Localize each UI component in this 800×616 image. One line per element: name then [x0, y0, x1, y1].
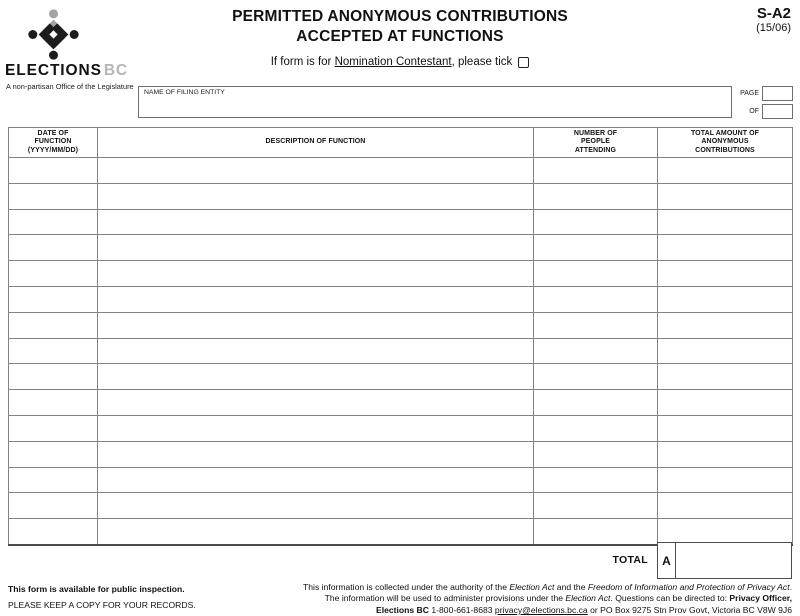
table-cell[interactable]	[534, 235, 658, 261]
column-header-description: DESCRIPTION OF FUNCTION	[98, 128, 534, 158]
table-row	[9, 261, 793, 287]
table-cell[interactable]	[98, 261, 534, 287]
footer-public-inspection: This form is available for public inspection.	[8, 584, 185, 594]
table-cell[interactable]	[9, 158, 98, 184]
table-cell[interactable]	[98, 209, 534, 235]
total-label: TOTAL	[612, 554, 648, 566]
table-cell[interactable]	[98, 493, 534, 519]
table-row	[9, 493, 793, 519]
table-cell[interactable]	[534, 364, 658, 390]
form-version: (15/06)	[756, 22, 791, 34]
table-cell[interactable]	[9, 286, 98, 312]
privacy-notice-line3: Elections BC 1-800-661-8683 privacy@elections.bc.ca or PO Box 9275 Stn Prov Govt, Victoria BC V8W 9J6	[375, 604, 792, 615]
table-row	[9, 286, 793, 312]
page-of-row	[740, 104, 793, 118]
table-cell[interactable]	[98, 286, 534, 312]
privacy-notice-line1: This information is collected under the authority of the Election Act and the Freedom of Information and Protection of Privacy Act.	[303, 582, 792, 592]
table-cell[interactable]	[9, 261, 98, 287]
column-header-date-of-function: DATE OF FUNCTION (YYYY/MM/DD)	[9, 128, 98, 158]
table-cell[interactable]	[98, 235, 534, 261]
table-cell[interactable]	[9, 209, 98, 235]
table-cell[interactable]	[9, 415, 98, 441]
table-cell[interactable]	[658, 467, 793, 493]
table-row	[9, 441, 793, 467]
form-code-block	[756, 5, 791, 35]
table-cell[interactable]	[534, 338, 658, 364]
column-header-total-amount: TOTAL AMOUNT OF ANONYMOUS CONTRIBUTIONS	[658, 128, 793, 158]
nomination-note	[0, 56, 800, 68]
form-code: S-A2	[756, 5, 791, 22]
page-row	[740, 86, 793, 100]
table-cell[interactable]	[98, 415, 534, 441]
footer-keep-copy: PLEASE KEEP A COPY FOR YOUR RECORDS.	[8, 600, 196, 610]
table-cell[interactable]	[9, 441, 98, 467]
privacy-notice-line2: The information will be used to administer provisions under the Election Act. Questions can be directed to: Privacy Officer,	[324, 593, 792, 604]
table-cell[interactable]	[9, 493, 98, 519]
table-cell[interactable]	[658, 364, 793, 390]
table-cell[interactable]	[534, 390, 658, 416]
table-row	[9, 519, 793, 545]
table-cell[interactable]	[658, 183, 793, 209]
total-code-a: A	[658, 543, 676, 578]
table-cell[interactable]	[658, 235, 793, 261]
contributions-table	[8, 127, 793, 546]
table-row	[9, 364, 793, 390]
table-cell[interactable]	[98, 364, 534, 390]
nomination-note-suffix: , please tick	[451, 56, 513, 68]
form-title-line1: PERMITTED ANONYMOUS CONTRIBUTIONS	[232, 8, 568, 25]
table-cell[interactable]	[534, 415, 658, 441]
table-cell[interactable]	[658, 390, 793, 416]
table-cell[interactable]	[658, 338, 793, 364]
table-row	[9, 183, 793, 209]
table-cell[interactable]	[658, 286, 793, 312]
table-cell[interactable]	[534, 312, 658, 338]
table-cell[interactable]	[98, 441, 534, 467]
header-title-block	[0, 7, 800, 68]
table-cell[interactable]	[658, 158, 793, 184]
brand-bc: BC	[103, 62, 128, 79]
page-of-field[interactable]	[762, 104, 793, 119]
footer-left	[8, 584, 196, 610]
table-header-row	[9, 128, 793, 158]
total-amount-field[interactable]	[676, 543, 791, 578]
table-cell[interactable]	[658, 493, 793, 519]
table-cell[interactable]	[534, 286, 658, 312]
table-cell[interactable]	[9, 312, 98, 338]
table-cell[interactable]	[658, 519, 793, 545]
table-cell[interactable]	[98, 338, 534, 364]
table-cell[interactable]	[534, 441, 658, 467]
table-cell[interactable]	[98, 183, 534, 209]
table-cell[interactable]	[534, 467, 658, 493]
table-row	[9, 158, 793, 184]
page-number-field[interactable]	[762, 86, 793, 101]
table-cell[interactable]	[534, 519, 658, 545]
table-cell[interactable]	[658, 209, 793, 235]
table-cell[interactable]	[98, 390, 534, 416]
page-fields	[740, 86, 793, 122]
table-row	[9, 467, 793, 493]
brand-elections: ELECTIONS	[5, 62, 102, 79]
total-box	[657, 542, 792, 579]
nomination-contestant-checkbox[interactable]	[518, 57, 529, 68]
nomination-contestant-text: Nomination Contestant	[334, 56, 452, 68]
table-cell[interactable]	[534, 493, 658, 519]
table-cell[interactable]	[534, 183, 658, 209]
name-of-filing-entity-field[interactable]	[138, 86, 732, 118]
column-header-number-attending: NUMBER OF PEOPLE ATTENDING	[534, 128, 658, 158]
table-cell[interactable]	[98, 467, 534, 493]
table-cell[interactable]	[9, 235, 98, 261]
form-title-line2: ACCEPTED AT FUNCTIONS	[296, 28, 504, 45]
nomination-note-prefix: If form is for	[270, 56, 335, 68]
table-cell[interactable]	[9, 519, 98, 545]
table-cell[interactable]	[658, 415, 793, 441]
table-cell[interactable]	[9, 364, 98, 390]
table-cell[interactable]	[9, 183, 98, 209]
name-of-filing-entity-label: NAME OF FILING ENTITY	[144, 89, 225, 96]
table-row	[9, 312, 793, 338]
page-label: PAGE	[740, 89, 759, 97]
table-row	[9, 390, 793, 416]
table-row	[9, 209, 793, 235]
table-cell[interactable]	[98, 158, 534, 184]
table-cell[interactable]	[534, 209, 658, 235]
table-cell[interactable]	[658, 441, 793, 467]
of-label: OF	[749, 107, 759, 115]
table-row	[9, 338, 793, 364]
table-row	[9, 415, 793, 441]
table-cell[interactable]	[658, 261, 793, 287]
table-cell[interactable]	[534, 261, 658, 287]
table-cell[interactable]	[98, 312, 534, 338]
table-cell[interactable]	[534, 158, 658, 184]
table-cell[interactable]	[98, 519, 534, 545]
privacy-email-link[interactable]: privacy@elections.bc.ca	[494, 604, 588, 615]
table-cell[interactable]	[9, 338, 98, 364]
table-cell[interactable]	[9, 390, 98, 416]
brand-tagline: A non-partisan Office of the Legislature	[6, 82, 134, 91]
table-cell[interactable]	[658, 312, 793, 338]
table-cell[interactable]	[9, 467, 98, 493]
table-row	[9, 235, 793, 261]
footer-privacy-notice	[303, 582, 792, 616]
